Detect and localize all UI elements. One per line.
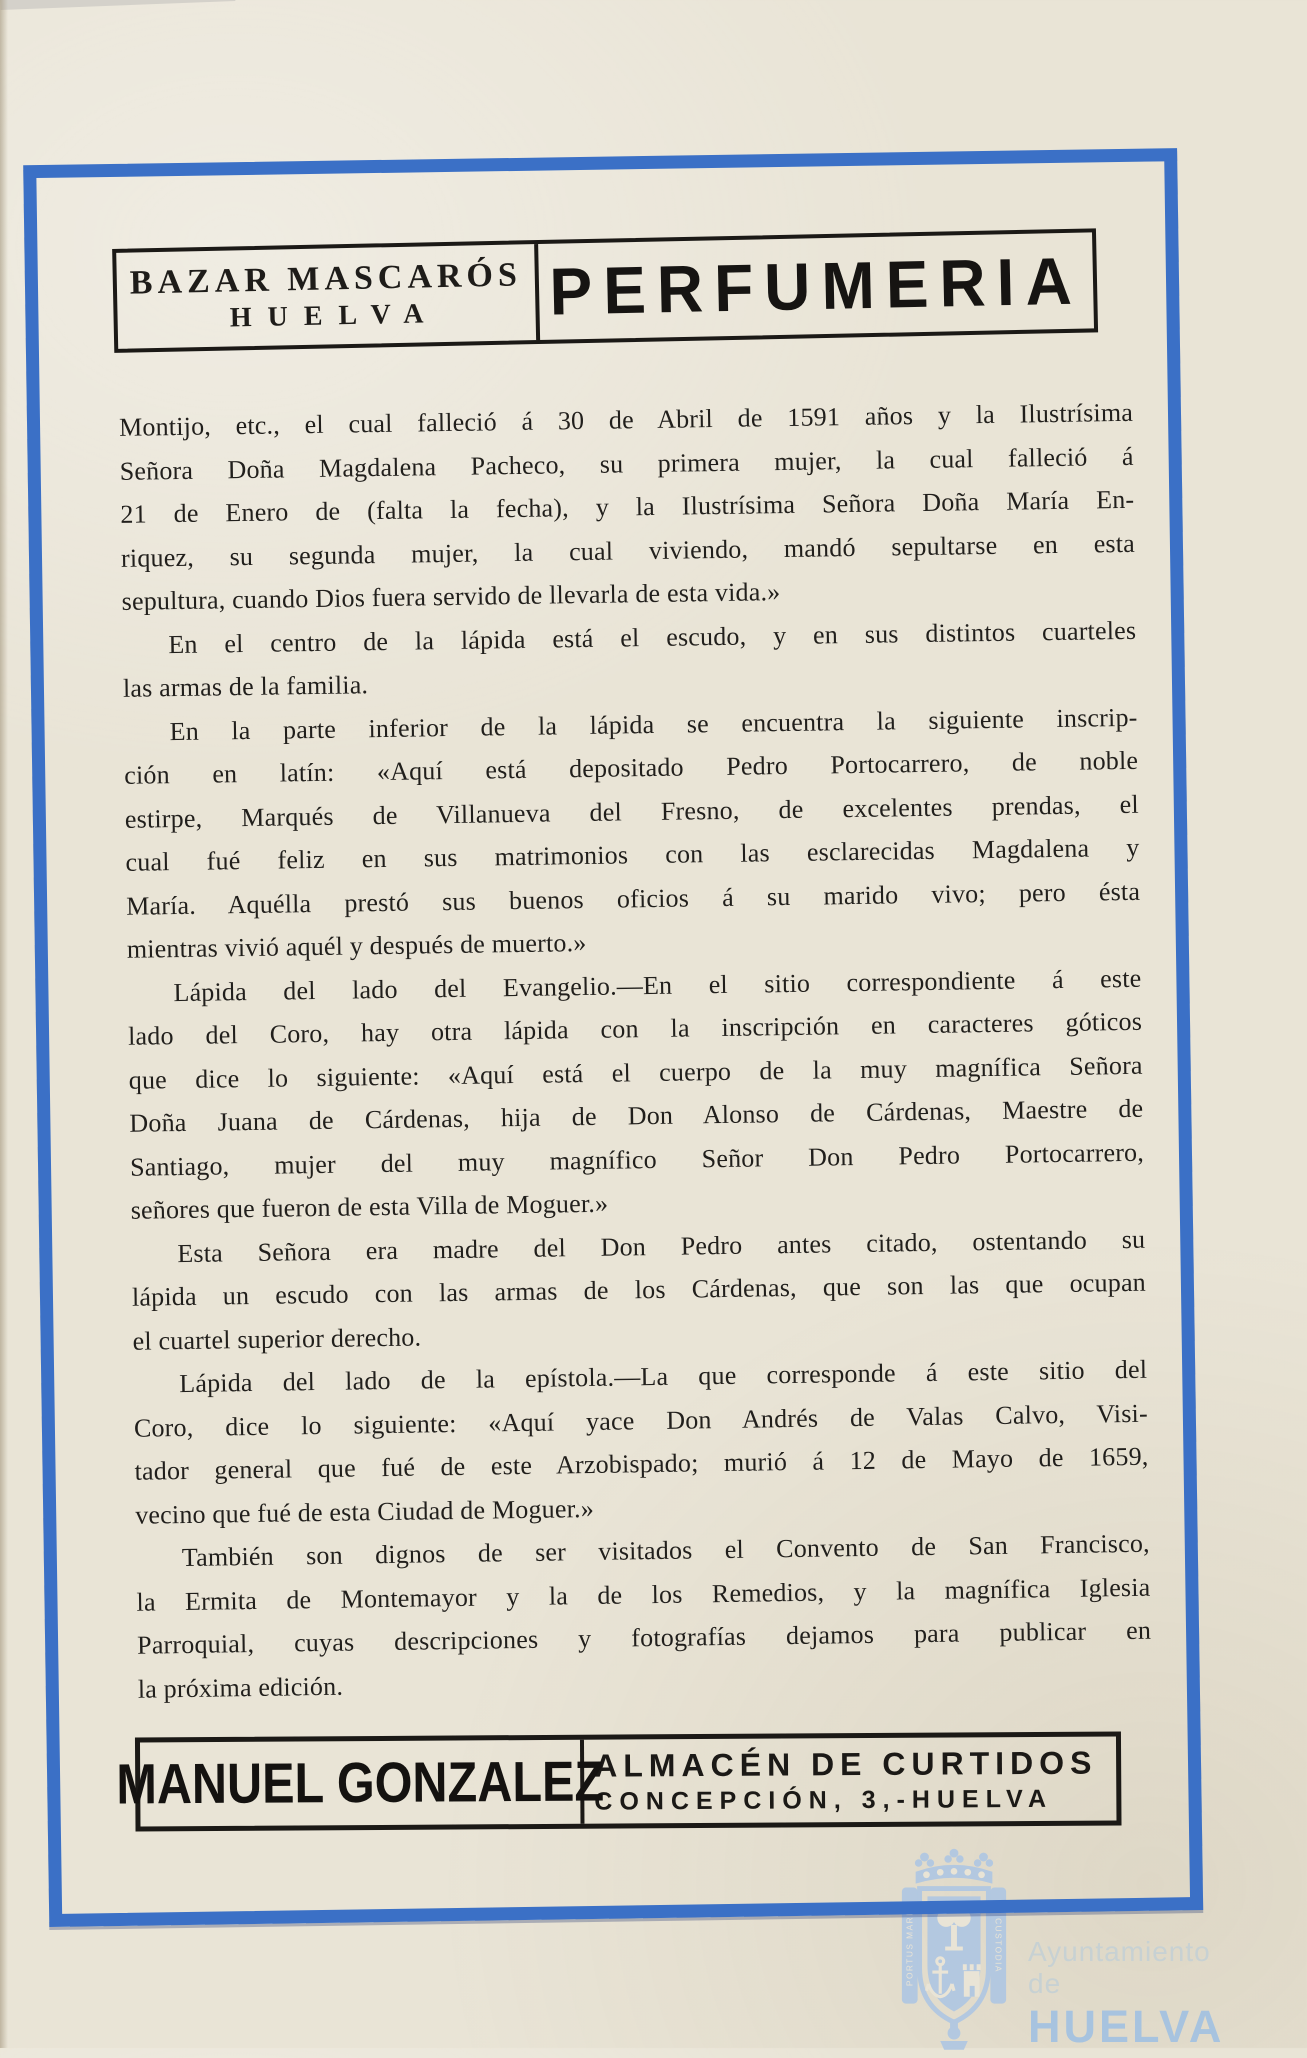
motto-portus-maris: PORTUS MARIS [904, 1905, 915, 1987]
paragraph-line: Coro, dice lo siguiente: «Aquí yace Don Andrés de Valas Calvo, Visi- [133, 1398, 1149, 1443]
motto-custodia: CUSTODIA [993, 1918, 1004, 1973]
paragraph-line: En el centro de la lápida está el escudo, y en sus distintos cuarteles [168, 615, 1137, 659]
bottom-ad-address: CONCEPCIÓN, 3,-HUELVA [594, 1784, 1054, 1816]
paragraph-line: También son dignos de ser visitados el Convento de San Francisco, [181, 1528, 1150, 1573]
top-ad-product: PERFUMERIA [548, 243, 1084, 330]
top-advertisement [112, 228, 1098, 353]
paragraph-line: estirpe, Marqués de Villanueva del Fresno, de excelentes prendas, el [124, 789, 1140, 834]
paragraph-line: las armas de la familia. [122, 670, 369, 703]
paragraph-line: señores que fueron de esta Villa de Moguer.» [130, 1188, 609, 1225]
paragraph-line: sepultura, cuando Dios fuera servido de llevarla de esta vida.» [121, 577, 781, 616]
paragraph-line: mientras vivió aquél y después de muerto.» [126, 927, 587, 964]
watermark-org-name: Ayuntamiento de [1028, 1936, 1211, 1999]
paragraph-line: Montijo, etc., el cual falleció á 30 de Abril de 1591 años y la Ilustrísima [118, 397, 1134, 442]
bottom-ad-product: ALMACÉN DE CURTIDOS [594, 1744, 1098, 1784]
paragraph-line: 21 de Enero de (falta la fecha), y la Ilustrísima Señora Doña María En- [120, 484, 1135, 529]
paragraph-line: ción en latín: «Aquí está depositado Pedro Portocarrero, de noble [124, 745, 1139, 790]
paragraph [123, 695, 1141, 971]
top-ad-city: HUELVA [229, 298, 440, 334]
top-ad-business-name: BAZAR MASCARÓS [129, 256, 523, 302]
paragraph-line: Santiago, mujer del muy magnífico Señor Don Pedro Portocarrero, [129, 1137, 1145, 1182]
paragraph-line: cual fué feliz en sus matrimonios con las esclarecidas Magdalena y [125, 832, 1140, 877]
paragraph-line: la próxima edición. [137, 1671, 344, 1704]
top-ad-right-cell [538, 232, 1094, 340]
bottom-advertisement [116, 1731, 1122, 1831]
paragraph-line: lado del Coro, hay otra lápida con la inscripción en caracteres góticos [127, 1006, 1143, 1051]
paragraph-line: la Ermita de Montemayor y la de los Remedios, y la magnífica Iglesia [136, 1572, 1151, 1617]
paragraph [119, 391, 1136, 624]
paragraph-line: En la parte inferior de la lápida se encuentra la siguiente inscrip- [169, 702, 1138, 746]
paragraph-line: lápida un escudo con las armas de los Cárdenas, que son las que ocupan [131, 1267, 1147, 1312]
paragraph [122, 608, 1137, 710]
paragraph-line: Lápida del lado del Evangelio.—En el sitio correspondiente á este [173, 963, 1142, 1007]
article-body [119, 391, 1152, 1711]
paragraph-line: el cuartel superior derecho. [132, 1321, 422, 1356]
paragraph-line: que dice lo siguiente: «Aquí está el cuerpo de la muy magnífica Señora [128, 1050, 1143, 1095]
paragraph-line: riquez, su segunda mujer, la cual viviendo, mandó sepultarse en esta [120, 528, 1136, 573]
bottom-ad-business-name: MANUEL GONZALEZ [116, 1750, 605, 1817]
bottom-ad-left-cell [116, 1740, 605, 1827]
paragraph [131, 1217, 1147, 1363]
paragraph-line: Lápida del lado de la epístola.—La que corresponde á este sitio del [179, 1354, 1148, 1399]
paragraph-line: María. Aquélla prestó sus buenos oficios á su marido vivo; pero ésta [125, 876, 1141, 921]
watermark-city-name: HUELVA [1028, 2001, 1225, 2052]
paragraph-line: Doña Juana de Cárdenas, hija de Don Alonso de Cárdenas, Maestre de [129, 1093, 1144, 1138]
paragraph [127, 956, 1145, 1232]
paragraph-line: Señora Doña Magdalena Pacheco, su primera mujer, la cual falleció á [119, 441, 1134, 486]
paragraph [136, 1522, 1152, 1711]
paragraph [133, 1348, 1149, 1537]
paragraph-line: vecino que fué de esta Ciudad de Moguer.» [135, 1493, 595, 1530]
top-ad-left-cell [116, 244, 536, 349]
paragraph-line: Esta Señora era madre del Don Pedro antes citado, ostentando su [177, 1224, 1146, 1268]
paragraph-line: Parroquial, cuyas descripciones y fotografías dejamos para publicar en [136, 1615, 1152, 1660]
bottom-ad-right-cell [584, 1736, 1117, 1823]
paragraph-line: tador general que fué de este Arzobispado; murió á 12 de Mayo de 1659, [134, 1441, 1149, 1486]
